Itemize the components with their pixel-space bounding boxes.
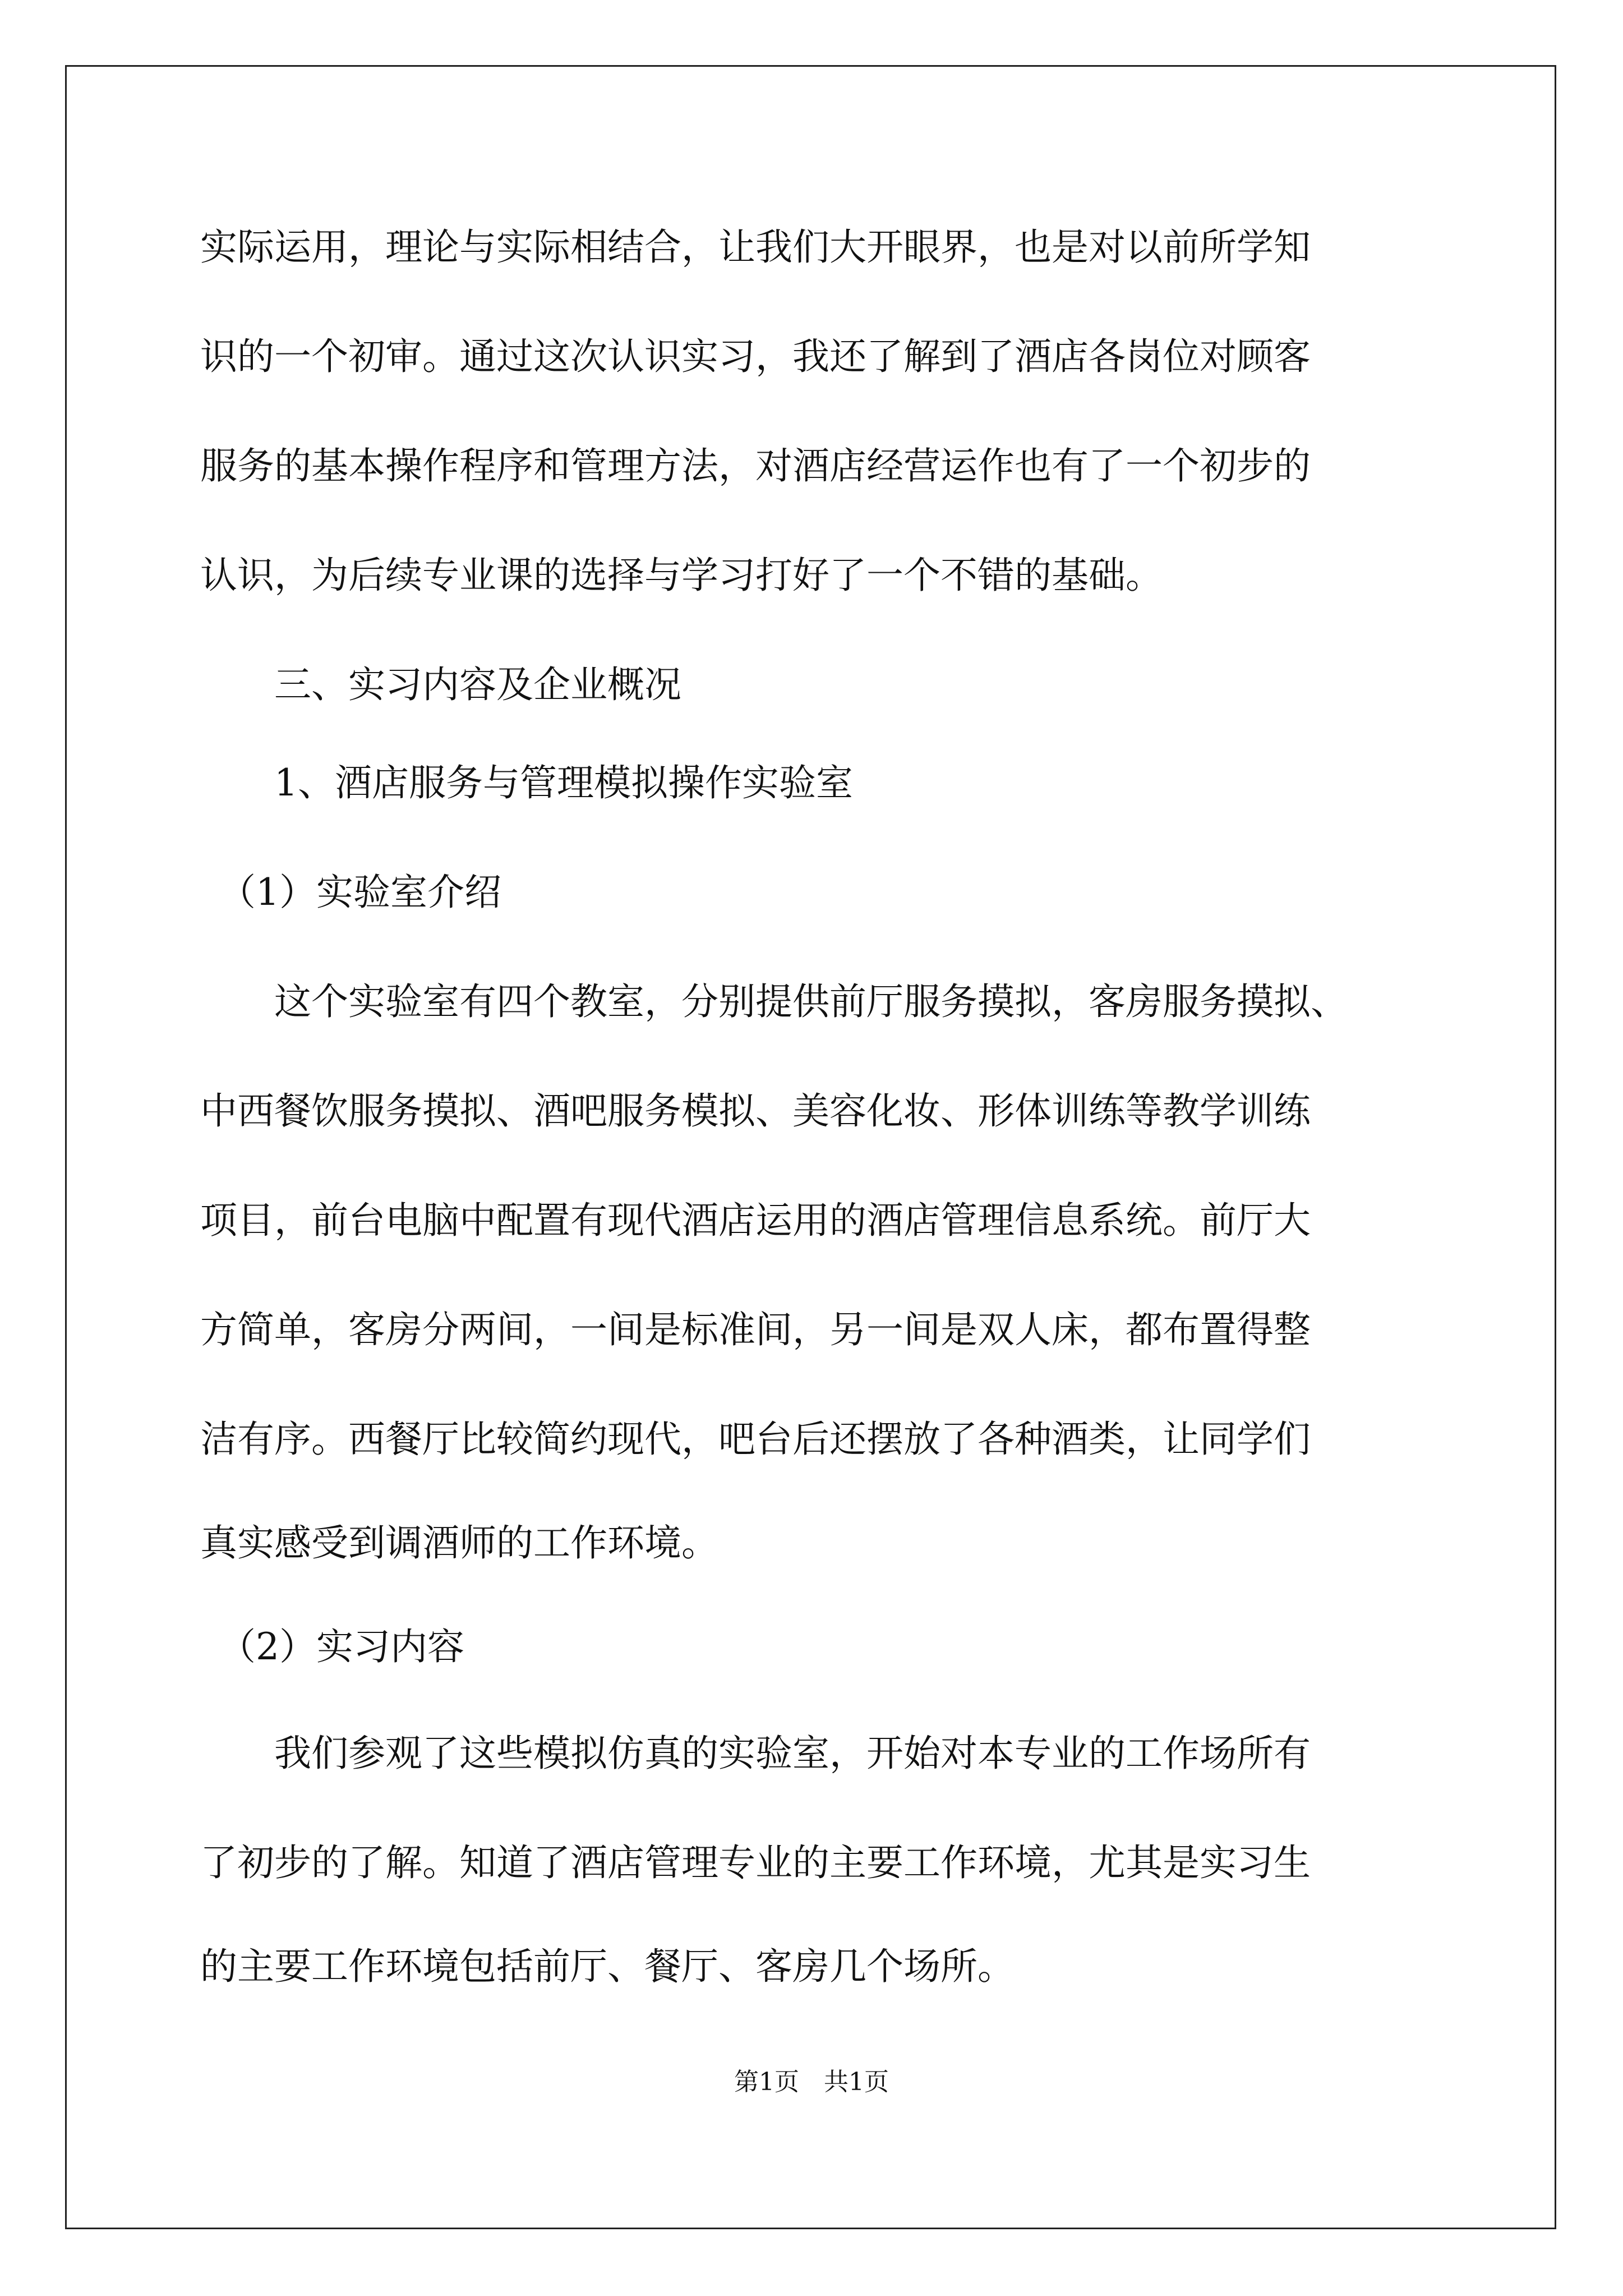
page-border [65, 65, 1556, 2229]
body-line: 洁有序。西餐厅比较简约现代，吧台后还摆放了各种酒类，让同学们 [200, 1418, 1311, 1461]
body-line: 中西餐饮服务摸拟、酒吧服务模拟、美容化妆、形体训练等教学训练 [200, 1089, 1311, 1133]
body-line: 实际运用，理论与实际相结合，让我们大开眼界，也是对以前所学知 [200, 226, 1311, 269]
body-line: 真实感受到调酒师的工作环境。 [200, 1521, 718, 1565]
subsection-heading: 1、酒店服务与管理模拟操作实验室 [200, 761, 853, 804]
body-line: 这个实验室有四个教室，分别提供前厅服务摸拟，客房服务摸拟、 [200, 980, 1348, 1023]
body-line: 项目，前台电脑中配置有现代酒店运用的酒店管理信息系统。前厅大 [200, 1199, 1311, 1242]
body-line: 认识，为后续专业课的选择与学习打好了一个不错的基础。 [200, 554, 1163, 597]
body-line: 的主要工作环境包括前厅、餐厅、客房几个场所。 [200, 1945, 1015, 1988]
section-heading: 三、实习内容及企业概况 [200, 663, 681, 706]
body-line: 了初步的了解。知道了酒店管理专业的主要工作环境，尤其是实习生 [200, 1841, 1311, 1884]
page-footer: 第1页 共1页 [734, 2068, 889, 2096]
body-line: 我们参观了这些模拟仿真的实验室，开始对本专业的工作场所有 [200, 1732, 1311, 1775]
subsection-heading: （2）实习内容 [200, 1625, 464, 1668]
body-line: 识的一个初审。通过这次认识实习，我还了解到了酒店各岗位对顾客 [200, 335, 1311, 378]
body-line: 方简单，客房分两间，一间是标准间，另一间是双人床，都布置得整 [200, 1308, 1311, 1351]
body-line: 服务的基本操作程序和管理方法，对酒店经营运作也有了一个初步的 [200, 444, 1311, 487]
subsection-heading: （1）实验室介绍 [200, 871, 501, 914]
